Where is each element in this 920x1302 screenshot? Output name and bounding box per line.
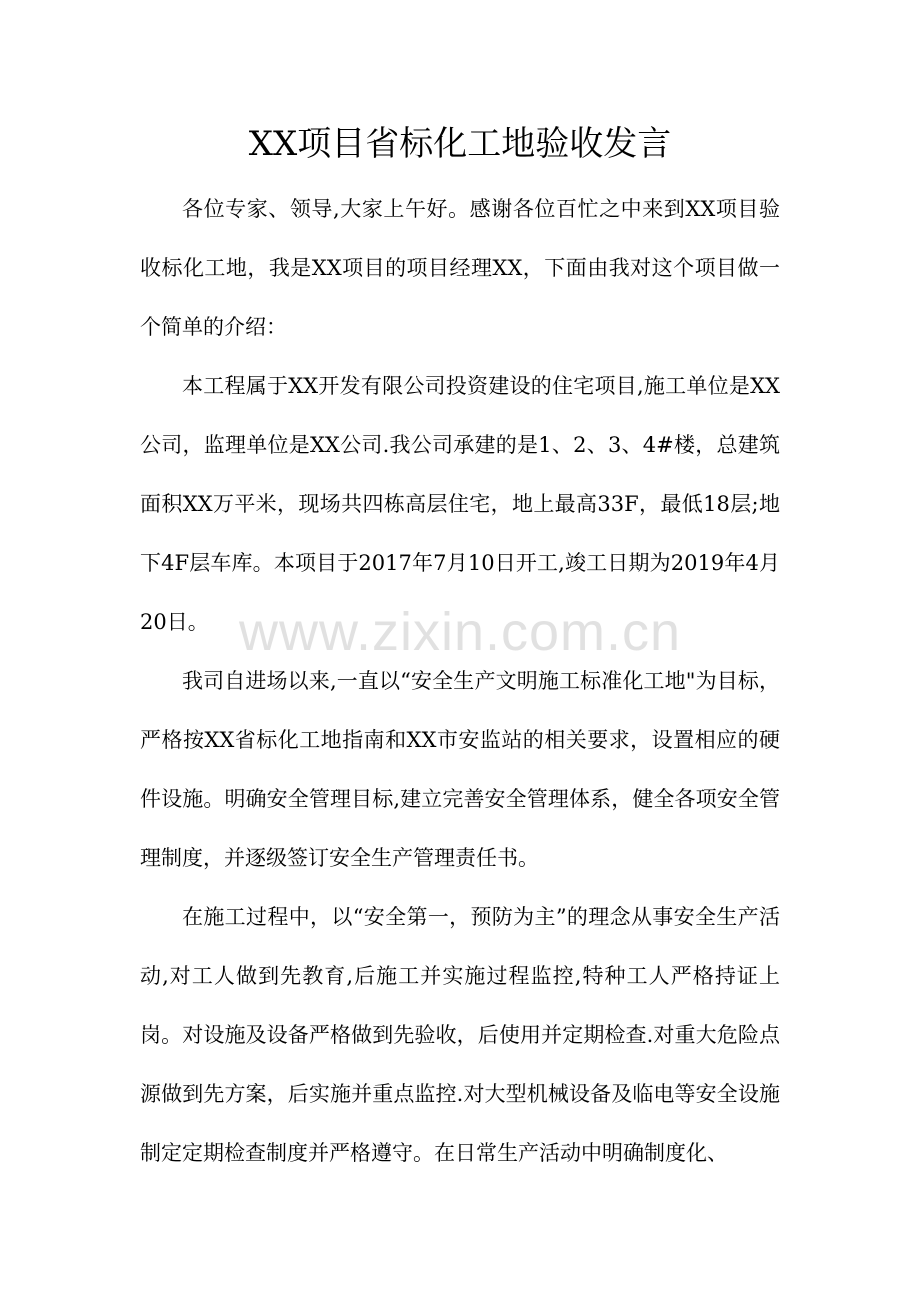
paragraph-construction-process: 在施工过程中，以“安全第一，预防为主”的理念从事安全生产活动,对工人做到先教育,后施工并实施过程监控,特种工人严格持证上岗。对设施及设备严格做到先验收，后使用并定期检查.对重大危险点源做到先方案，后实施并重点监控.对大型机械设备及临电等安全设施制定定期检查制度并严格遵守。在日常生产活动中明确制度化、 [140, 905, 780, 1165]
paragraph-project-overview: 本工程属于XX开发有限公司投资建设的住宅项目,施工单位是XX公司，监理单位是XX公司.我公司承建的是1、2、3、4#楼，总建筑面积XX万平米，现场共四栋高层住宅，地上最高33F，最低18层;地下4F层车库。本项目于2017年7月10日开工,竣工日期为2019年4月20日。 [140, 374, 780, 634]
paragraph-greeting: 各位专家、领导,大家上午好。感谢各位百忙之中来到XX项目验收标化工地，我是XX项目的项目经理XX，下面由我对这个项目做一个简单的介绍： [140, 197, 780, 339]
site-watermark: www.zixin.com.cn [238, 602, 682, 662]
document-body [140, 180, 780, 1183]
document-title: XX项目省标化工地验收发言 [248, 124, 672, 164]
paragraph-safety-goals: 我司自进场以来,一直以“安全生产文明施工标准化工地"为目标，严格按XX省标化工地指南和XX市安监站的相关要求，设置相应的硬件设施。明确安全管理目标,建立完善安全管理体系，健全各项安全管理制度，并逐级签订安全生产管理责任书。 [140, 669, 780, 870]
